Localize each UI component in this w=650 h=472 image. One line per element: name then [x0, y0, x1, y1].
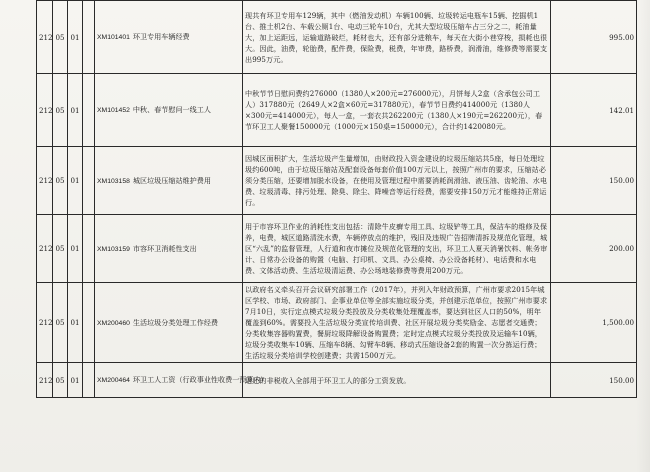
description-cell: 现共有环卫专用车129辆，其中（燃油发动机）车辆100辆、垃圾转运电瓶车15辆、挖掘机1台、推土机2台、车载公厕1台、电动三轮车10台，尤其大型垃圾压缩车占三分之二，耗油量大，加上运距远，运输道路破烂，耗材也大，还有部分进粮车，每天在大街小巷穿梭，损耗也很大。因此，油费，轮胎费，配件费，保险费，税费，年审费，路桥费，润滑油，维修费等需要支出995万元。 [243, 1, 551, 74]
type-code-cell: 212 [37, 74, 53, 147]
table-row [37, 215, 637, 283]
description-cell: 用于市容环卫作业的消耗性支出包括：清除牛皮癣专用工具、垃圾铲等工具，保洁车的维修及保养，电费，城区道路清洗水费，车辆停放点的维护，残旧及违规广告招牌清拆及规范化管理，城区“六乱”的监督管理，人行道和夜市摊位及规范化管理的支出，环卫工人夏天消暑饮料、帐务审计、日常办公设备的购置（电脑、打印机、文具、办公桌椅、办公设备耗材）、电话费和水电费、文体活动费、生活垃圾清运费、办公场地装修费等费用200万元。 [243, 215, 551, 283]
budget-table [36, 0, 637, 398]
blank-cell [83, 283, 95, 363]
table-row [37, 1, 637, 74]
blank-cell [83, 74, 95, 147]
description-cell: 返还的非税收入全部用于环卫工人的部分工资发放。 [243, 363, 551, 398]
item-code-cell: 05 [53, 147, 68, 215]
amount-cell: 200.00 [551, 215, 637, 283]
table-row [37, 147, 637, 215]
description-cell: 因城区面积扩大，生活垃圾产生量增加，由财政投入资金建设的垃圾压缩站共5座，每日处理垃圾约600吨，由于垃圾压缩站及配套设备每套价值100万元以上，按照广州市的要求，压缩站必须分类压缩，还要增加脱水设备，在使用及管理过程中需要消耗润滑油、液压油、齿轮油、水电费、垃圾清毒、排污处理、除臭、除尘、降噪音等运行经费，需要安排150万元才能维持正常运行。 [243, 147, 551, 215]
project-code: XM103159 [97, 245, 130, 253]
item-code-cell: 05 [53, 283, 68, 363]
project-code: XM200460 [97, 319, 130, 327]
sub-code-cell: 01 [68, 283, 83, 363]
table-row [37, 283, 637, 363]
sub-code-cell: 01 [68, 147, 83, 215]
blank-cell [83, 147, 95, 215]
project-cell [95, 74, 243, 147]
amount-cell: 995.00 [551, 1, 637, 74]
item-code-cell: 05 [53, 1, 68, 74]
amount-cell: 150.00 [551, 147, 637, 215]
sub-code-cell: 01 [68, 215, 83, 283]
description-cell: 中秋节节日慰问费约276000（1380人×200元=276000元），月饼每人2盒（含承包公司工人）317880元（2649人×2盒×60元=317880元），春节节日费约414000元（1380人×300元=414000元），每人一盒，一套衣共262200元（1380人×190元=262200元），春节环卫工人聚餐150000元（1000元×150桌=150000元），合计约1420080元。 [243, 74, 551, 147]
item-code-cell: 05 [53, 363, 68, 398]
description-cell: 以政府名义牵头召开会议研究部署工作（2017年），并列入年财政预算，广州市要求2015年城区学校、市场、政府部门、企事业单位等全部实施垃圾分类，并创建示范单位，按照广州市要求7月10日，实行定点模式垃圾分类投放及分类收集处理覆盖率，要达到社区人口的50%，明年覆盖到60%。需要投入生活垃圾分类宣传培训费、社区开展垃圾分类奖励金、志愿者交通费；分类收集容器购置费，餐厨垃圾降解设备购置费；定时定点模式垃圾分类投放及运输车10辆，垃圾分类收集车10辆、压缩车8辆、勾臂车8辆、移动式压缩设备2套的购置一次分拣运行费；生活垃圾分类培训学校创建费；共需1500万元。 [243, 283, 551, 363]
item-code-cell: 05 [53, 215, 68, 283]
project-code: XM200464 [97, 377, 130, 384]
type-code-cell: 212 [37, 147, 53, 215]
amount-cell: 142.01 [551, 74, 637, 147]
project-cell [95, 363, 268, 398]
project-cell [95, 215, 243, 283]
project-cell [95, 147, 243, 215]
sub-code-cell: 01 [68, 363, 83, 398]
scan-shadow [636, 0, 650, 472]
project-name: 城区垃圾压缩站维护费用 [132, 175, 211, 185]
sub-code-cell: 01 [68, 1, 83, 74]
type-code-cell: 212 [37, 363, 53, 398]
project-name: 市容环卫消耗性支出 [132, 243, 197, 253]
table-body [37, 1, 637, 398]
amount-cell: 1,500.00 [551, 283, 637, 363]
project-name: 生活垃圾分类处理工作经费 [132, 317, 219, 327]
project-name: 环卫工人工资（行政事业性收费一预算内） [132, 375, 268, 384]
type-code-cell: 212 [37, 1, 53, 74]
type-code-cell: 212 [37, 283, 53, 363]
blank-cell [83, 215, 95, 283]
blank-cell [83, 363, 95, 398]
project-cell [95, 1, 243, 74]
project-name: 环卫专用车辆经费 [132, 32, 190, 41]
project-code: XM101452 [97, 107, 130, 114]
sub-code-cell: 01 [68, 74, 83, 147]
project-code: XM101401 [97, 34, 130, 41]
amount-cell: 150.00 [551, 363, 637, 398]
table-row [37, 74, 637, 147]
table-row [37, 363, 637, 398]
item-code-cell: 05 [53, 74, 68, 147]
blank-cell [83, 1, 95, 74]
type-code-cell: 212 [37, 215, 53, 283]
project-name: 中秋、春节慰问一线工人 [132, 105, 211, 114]
project-code: XM103158 [97, 177, 130, 185]
project-cell [95, 283, 243, 363]
